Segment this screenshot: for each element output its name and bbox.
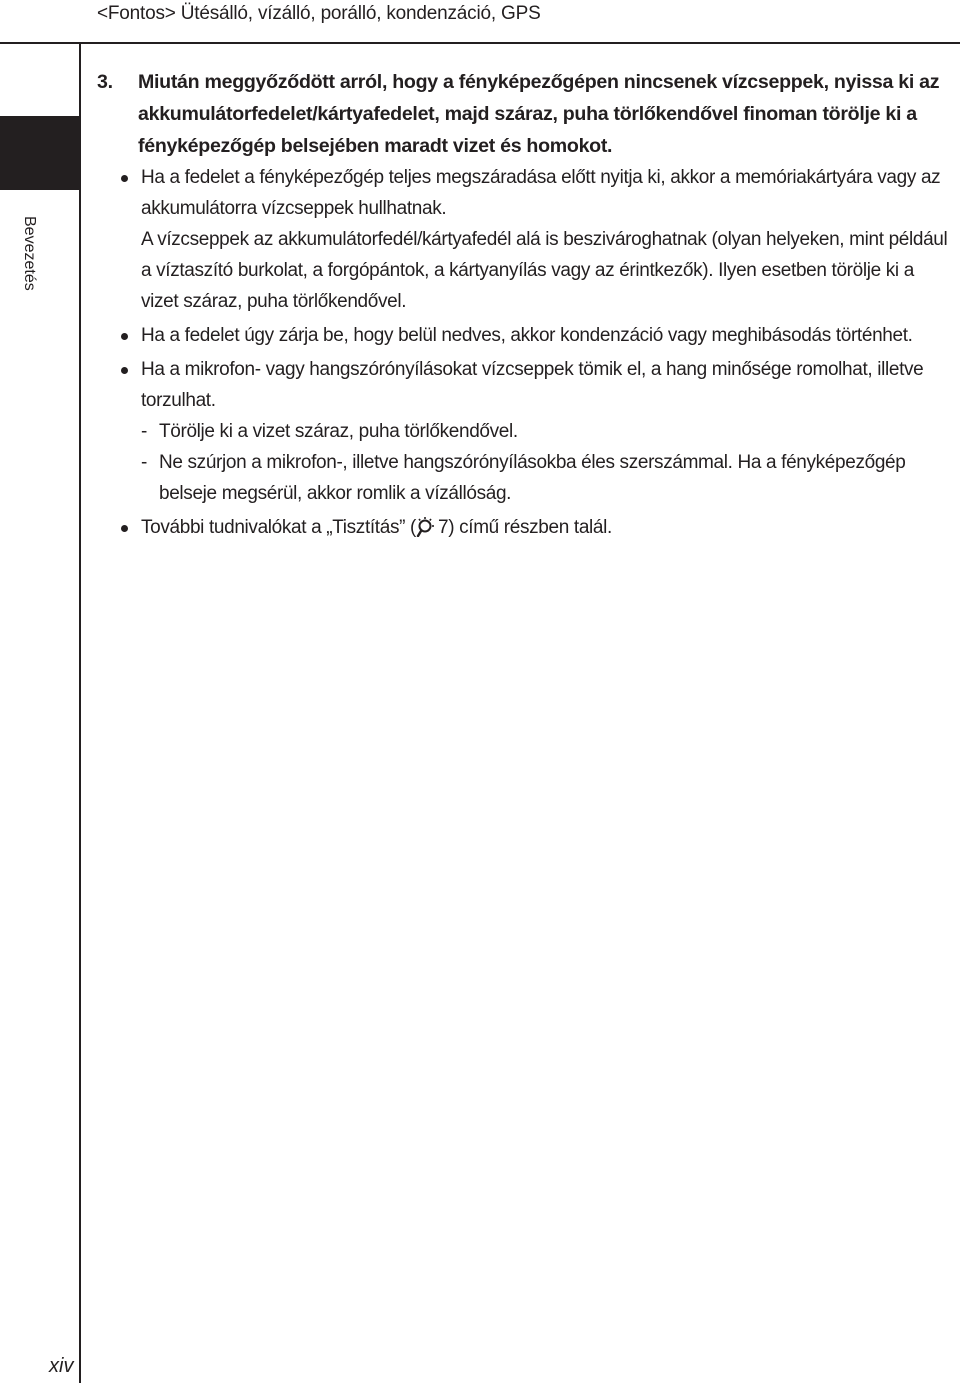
notes-list	[141, 162, 956, 547]
sub-list-item	[141, 447, 956, 509]
reference-suffix: ) című részben talál.	[448, 517, 612, 538]
step-text: Miután meggyőződött arról, hogy a fényképezőgépen nincsenek vízcseppek, nyissa ki az akkumulátorfedelet/kártyafedelet, majd száraz, puha törlőkendővel finoman törölje ki a fényképezőgép belsejében maradt vizet és homokot.	[138, 71, 940, 157]
section-tab-marker	[0, 116, 79, 190]
list-item-continuation: A vízcseppek az akkumulátorfedél/kártyafedél alá is beszivároghatnak (olyan helyeken, mint például a víztaszító burkolat, a forgópántok, a kártyanyílás vagy az érintkezők). Ilyen esetben törölje ki a vizet száraz, puha törlőkendővel.	[141, 229, 948, 312]
list-item	[141, 512, 956, 547]
list-item	[141, 354, 956, 509]
list-item-text: Ha a fedelet a fényképezőgép teljes megszáradása előtt nyitja ki, akkor a memóriakártyára vagy az akkumulátorra vízcseppek hullhatnak.	[141, 167, 941, 219]
section-label: Bevezetés	[21, 216, 38, 291]
sidebar-divider	[79, 42, 81, 1383]
tip-bulb-icon[interactable]	[416, 515, 438, 547]
list-item-text: Ha a mikrofon- vagy hangszórónyílásokat vízcseppek tömik el, a hang minősége romolhat, illetve torzulhat.	[141, 359, 924, 411]
sub-list-item-text: Törölje ki a vizet száraz, puha törlőkendővel.	[159, 421, 518, 442]
dash-marker: -	[141, 421, 147, 442]
sub-list-item	[141, 416, 956, 447]
list-item	[141, 320, 956, 351]
bullet-icon	[121, 333, 128, 340]
bullet-icon	[121, 367, 128, 374]
header-divider	[0, 42, 960, 44]
reference-prefix: További tudnivalókat a „Tisztítás” (	[141, 517, 416, 538]
bullet-icon	[121, 175, 128, 182]
bullet-icon	[121, 525, 128, 532]
sub-list-item-text: Ne szúrjon a mikrofon-, illetve hangszórónyílásokba éles szerszámmal. Ha a fényképezőgép belseje megsérül, akkor romlik a vízállóság.	[159, 452, 906, 504]
dash-marker: -	[141, 452, 147, 473]
list-item	[141, 162, 956, 317]
page-header-title: <Fontos> Ütésálló, vízálló, porálló, kondenzáció, GPS	[97, 3, 541, 24]
step-number: 3.	[97, 71, 113, 93]
reference-page-link[interactable]: 7	[437, 517, 449, 538]
list-item-text	[141, 512, 956, 547]
page-number: xiv	[49, 1355, 74, 1377]
list-item-text: Ha a fedelet úgy zárja be, hogy belül nedves, akkor kondenzáció vagy meghibásodás történhet.	[141, 325, 913, 346]
